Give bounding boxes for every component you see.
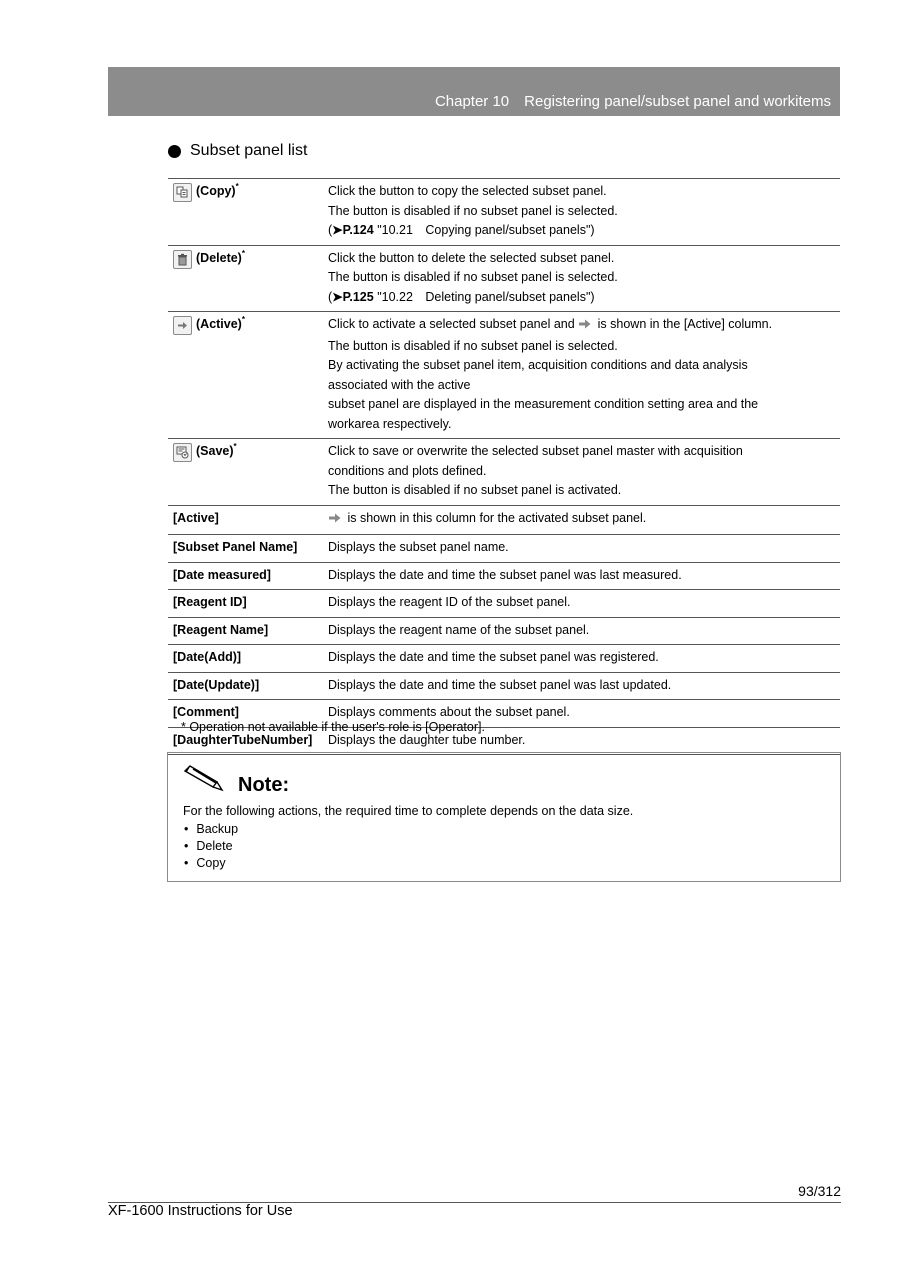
column-desc: Displays the reagent ID of the subset panel. <box>323 590 840 618</box>
column-term: [Subset Panel Name] <box>168 535 323 563</box>
bullet-icon <box>168 145 181 158</box>
active-arrow-icon <box>328 511 344 531</box>
subset-panel-table <box>168 178 840 755</box>
column-desc: Displays the date and time the subset panel was registered. <box>323 645 840 673</box>
column-term: [Date(Update)] <box>168 672 323 700</box>
ref-text: "10.22 Deleting panel/subset panels") <box>373 289 595 304</box>
save-label: (Save) <box>196 444 234 458</box>
desc-line: Click to activate a selected subset panel and is shown in the [Active] column. <box>328 315 835 337</box>
section-heading <box>168 142 307 160</box>
table-row <box>168 617 840 645</box>
list-item: • Delete <box>183 838 238 855</box>
desc-line: Click the button to delete the selected subset panel. <box>328 250 615 265</box>
note-text: For the following actions, the required time to complete depends on the data size. <box>183 804 634 818</box>
desc-line: conditions and plots defined. <box>328 463 487 478</box>
column-term: [Reagent ID] <box>168 590 323 618</box>
desc-line: subset panel are displayed in the measurement condition setting area and the <box>328 397 759 411</box>
note-title: Note: <box>238 774 290 796</box>
column-term: [DaughterTubeNumber] <box>168 727 323 755</box>
table-row-delete <box>168 245 840 312</box>
table-row <box>168 645 840 673</box>
column-term: [Active] <box>168 505 323 535</box>
note-box <box>167 752 841 882</box>
table-row-active-column <box>168 505 840 535</box>
column-term: [Comment] <box>168 700 323 728</box>
copy-label: (Copy) <box>196 184 236 198</box>
ref-arrow-icon: ➤ <box>332 223 343 237</box>
note-list <box>183 821 238 872</box>
list-item: • Backup <box>183 821 238 838</box>
table-row <box>168 590 840 618</box>
operator-mark: * <box>235 182 239 191</box>
table-row <box>168 562 840 590</box>
save-icon <box>173 443 192 462</box>
table-row <box>168 535 840 563</box>
copy-icon <box>173 183 192 202</box>
table-row <box>168 672 840 700</box>
desc-line: The button is disabled if no subset panel is selected. <box>328 338 618 353</box>
desc-line: By activating the subset panel item, acquisition conditions and data analysis <box>328 358 748 372</box>
ref-page: P.124 <box>342 223 374 237</box>
column-desc: is shown in this column for the activated subset panel. <box>347 510 647 525</box>
operator-mark: * <box>233 442 237 451</box>
table-row-copy <box>168 179 840 246</box>
column-term: [Date(Add)] <box>168 645 323 673</box>
column-term: [Date measured] <box>168 562 323 590</box>
column-desc: Displays the date and time the subset panel was last measured. <box>323 562 840 590</box>
document-title: XF-1600 Instructions for Use <box>108 1203 293 1219</box>
desc-line: The button is disabled if no subset panel is selected. <box>328 270 618 284</box>
desc-line: associated with the active <box>328 377 471 392</box>
footnote: * Operation not available if the user's role is [Operator]. <box>181 720 485 734</box>
chapter-title: Chapter 10 Registering panel/subset panel and workitems <box>434 93 831 110</box>
pencil-icon <box>182 763 226 796</box>
trash-icon <box>173 250 192 269</box>
active-arrow-icon <box>578 317 594 337</box>
table-row-active-button <box>168 312 840 439</box>
column-desc: Displays the reagent name of the subset panel. <box>323 617 840 645</box>
active-label: (Active) <box>196 317 242 331</box>
ref-text: "10.21 Copying panel/subset panels") <box>373 223 595 237</box>
desc-line: The button is disabled if no subset panel is activated. <box>328 483 622 497</box>
desc-line: The button is disabled if no subset panel is selected. <box>328 203 618 218</box>
column-desc: Displays the date and time the subset panel was last updated. <box>323 672 840 700</box>
table-row-save <box>168 439 840 506</box>
page-reference: (➤P.124 "10.21 Copying panel/subset panels") <box>328 223 595 237</box>
operator-mark: * <box>241 315 245 324</box>
list-item: • Copy <box>183 855 238 872</box>
desc-line: Click the button to copy the selected subset panel. <box>328 184 607 198</box>
ref-page: P.125 <box>342 289 374 304</box>
operator-mark: * <box>241 248 245 258</box>
column-desc: Displays comments about the subset panel. <box>323 700 840 728</box>
arrow-right-icon <box>173 316 192 335</box>
column-desc: Displays the subset panel name. <box>323 535 840 563</box>
page-number: 93/312 <box>798 1183 841 1199</box>
desc-line: workarea respectively. <box>328 416 452 431</box>
delete-label: (Delete) <box>196 250 242 265</box>
note-header <box>182 763 289 796</box>
desc-line: Click to save or overwrite the selected subset panel master with acquisition <box>328 444 743 458</box>
column-term: [Reagent Name] <box>168 617 323 645</box>
section-title: Subset panel list <box>190 142 308 159</box>
ref-arrow-icon: ➤ <box>332 289 343 304</box>
column-desc: Displays the daughter tube number. <box>323 727 840 755</box>
chapter-header-bar <box>108 67 840 116</box>
page-reference: (➤P.125 "10.22 Deleting panel/subset panels") <box>328 289 595 304</box>
